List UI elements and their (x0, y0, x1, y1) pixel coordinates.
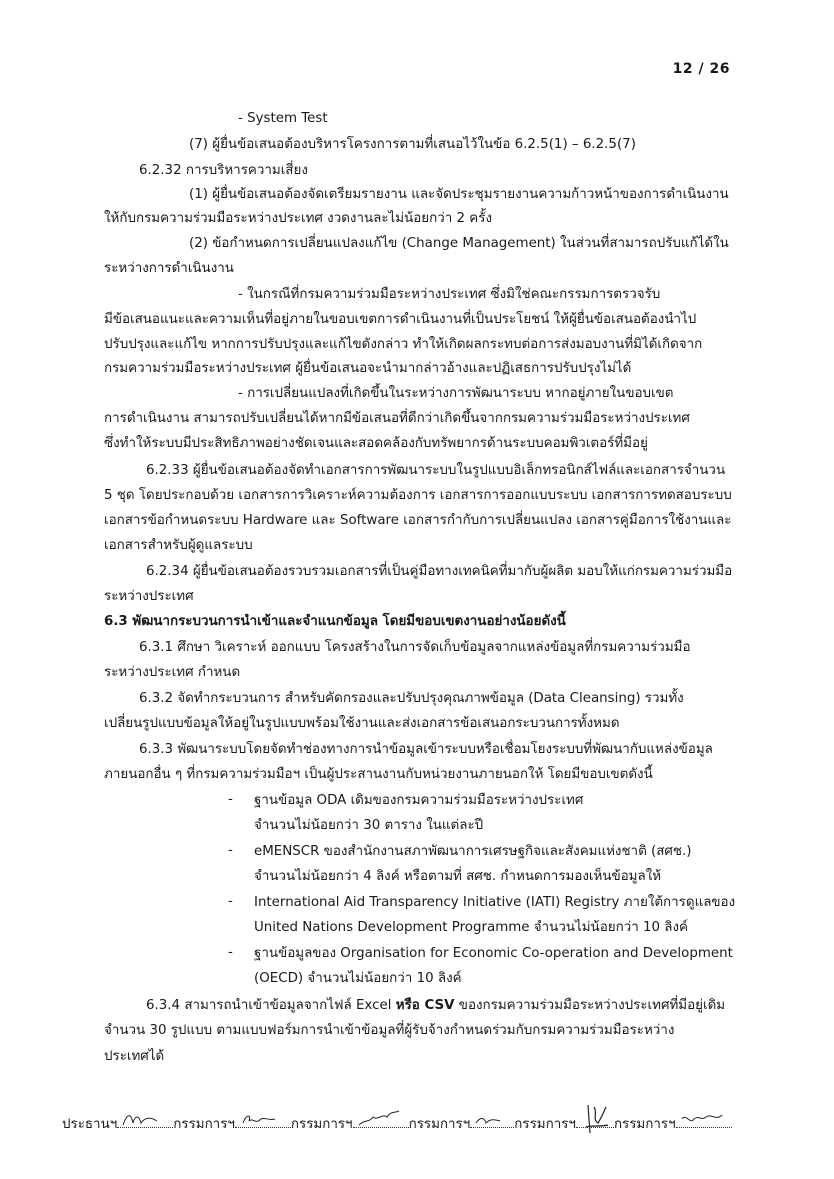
text-line: - การเปลี่ยนแปลงที่เกิดขึ้นในระหว่างการพัฒนาระบบ หากอยู่ภายในขอบเขต (238, 386, 674, 401)
text-line: ให้กับกรมความร่วมมือระหว่างประเทศ งวดงานละไม่น้อยกว่า 2 ครั้ง (104, 211, 492, 226)
text-line: เอกสารสำหรับผู้ดูแลระบบ (104, 538, 253, 553)
bold-segment: หรือ CSV (395, 998, 455, 1013)
bullet-dash: - (228, 843, 233, 858)
text-line (146, 997, 725, 1015)
list-item: ฐานข้อมูลของ Organisation for Economic Co-operation and Development (254, 946, 733, 961)
list-item: International Aid Transparency Initiative (IATI) Registry ภายใต้การดูแลของ (254, 895, 736, 910)
text-segment: ของกรมความร่วมมือระหว่างประเทศที่มีอยู่เดิม (458, 998, 726, 1013)
signature-line (353, 1115, 409, 1128)
handwritten-signature (680, 1109, 724, 1129)
text-line: ซึ่งทำให้ระบบมีประสิทธิภาพอย่างชัดเจนและสอดคล้องกับทรัพยากรด้านระบบคอมพิวเตอร์ที่มีอยู่ (104, 436, 648, 451)
page-number: 12 / 26 (672, 61, 730, 77)
signature-row (62, 1113, 762, 1134)
signature-line (676, 1115, 732, 1128)
handwritten-signature (239, 1111, 279, 1129)
text-line: 6.3.1 ศึกษา วิเคราะห์ ออกแบบ โครงสร้างในการจัดเก็บข้อมูลจากแหล่งข้อมูลที่กรมความร่วมมือ (139, 640, 691, 655)
text-line: เปลี่ยนรูปแบบข้อมูลให้อยู่ในรูปแบบพร้อมใช้งานและส่งเอกสารข้อเสนอกระบวนการทั้งหมด (104, 716, 620, 731)
section-heading: 6.3 พัฒนากระบวนการนำเข้าและจำแนกข้อมูล โดยมีขอบเขตงานอย่างน้อยดังนี้ (104, 614, 566, 629)
list-item: จำนวนไม่น้อยกว่า 30 ตาราง ในแต่ละปี (254, 818, 484, 833)
signature-line (470, 1115, 514, 1128)
text-line: (1) ผู้ยื่นข้อเสนอต้องจัดเตรียมรายงาน และจัดประชุมรายงานความก้าวหน้าของการดำเนินงาน (189, 187, 729, 202)
text-line: กรมความร่วมมือระหว่างประเทศ ผู้ยื่นข้อเสนอจะนำมากล่าวอ้างและปฏิเสธการปรับปรุงไม่ได้ (104, 361, 632, 376)
signature-line (576, 1115, 614, 1128)
signature-label: ประธานฯ (62, 1117, 118, 1132)
list-item: จำนวนไม่น้อยกว่า 4 ลิงค์ หรือตามที่ สศช. กำหนดการมองเห็นข้อมูลให้ (254, 869, 662, 884)
text-line: ระหว่างประเทศ กำหนด (104, 665, 241, 680)
text-line: เอกสารข้อกำหนดระบบ Hardware และ Software เอกสารกำกับการเปลี่ยนแปลง เอกสารคู่มือการใช้งานและ (104, 513, 732, 528)
list-item: ฐานข้อมูล ODA เดิมของกรมความร่วมมือระหว่างประเทศ (254, 793, 584, 808)
text-line: มีข้อเสนอแนะและความเห็นที่อยู่ภายในขอบเขตการดำเนินงานที่เป็นประโยชน์ ให้ผู้ยื่นข้อเสนอต้องนำไป (104, 312, 697, 327)
text-line: ภายนอกอื่น ๆ ที่กรมความร่วมมือฯ เป็นผู้ประสานงานกับหน่วยงานภายนอกให้ โดยมีขอบเขตดังนี้ (104, 767, 653, 782)
text-line: 6.2.34 ผู้ยื่นข้อเสนอต้องรวบรวมเอกสารที่เป็นคู่มือทางเทคนิคที่มากับผู้ผลิต มอบให้แก่กรมความร่วมมือ (146, 564, 733, 579)
signature-label: กรรมการฯ (173, 1117, 235, 1132)
text-line: 6.2.32 การบริหารความเสี่ยง (139, 163, 308, 178)
signature-label: กรรมการฯ (290, 1117, 353, 1132)
text-segment: 6.3.4 สามารถนำเข้าข้อมูลจากไฟล์ Excel (146, 998, 392, 1013)
text-line: - ในกรณีที่กรมความร่วมมือระหว่างประเทศ ซึ่งมิใช่คณะกรรมการตรวจรับ (238, 287, 661, 302)
bullet-dash: - (228, 894, 233, 909)
list-item: eMENSCR ของสำนักงานสภาพัฒนาการเศรษฐกิจและสังคมแห่งชาติ (สศช.) (254, 844, 692, 859)
list-item: United Nations Development Programme จำนวนไม่น้อยกว่า 10 ลิงค์ (254, 920, 688, 935)
handwritten-signature (474, 1111, 504, 1129)
text-line: - System Test (238, 111, 328, 126)
bullet-dash: - (228, 945, 233, 960)
text-line: 6.2.33 ผู้ยื่นข้อเสนอต้องจัดทำเอกสารการพัฒนาระบบในรูปแบบอิเล็กทรอนิกส์ไฟล์และเอกสารจำนวน (146, 463, 726, 478)
text-line: 6.3.3 พัฒนาระบบโดยจัดทำช่องทางการนำข้อมูลเข้าระบบหรือเชื่อมโยงระบบที่พัฒนากับแหล่งข้อมูล (139, 742, 713, 757)
text-line: (2) ข้อกำหนดการเปลี่ยนแปลงแก้ไข (Change Management) ในส่วนที่สามารถปรับแก้ได้ใน (189, 236, 729, 251)
signature-line (117, 1115, 173, 1128)
bullet-dash: - (228, 792, 233, 807)
text-line: (7) ผู้ยื่นข้อเสนอต้องบริหารโครงการตามที่เสนอไว้ในข้อ 6.2.5(1) – 6.2.5(7) (189, 137, 636, 152)
signature-label: กรรมการฯ (613, 1117, 676, 1132)
signature-label: กรรมการฯ (408, 1117, 471, 1132)
handwritten-signature (580, 1103, 610, 1137)
text-line: ระหว่างประเทศ (104, 589, 194, 604)
text-line: จำนวน 30 รูปแบบ ตามแบบฟอร์มการนำเข้าข้อมูลที่ผู้รับจ้างกำหนดร่วมกับกรมความร่วมมือระหว่าง (104, 1023, 675, 1038)
signature-label: กรรมการฯ (514, 1117, 576, 1132)
list-item: (OECD) จำนวนไม่น้อยกว่า 10 ลิงค์ (254, 971, 462, 986)
text-line: ปรับปรุงและแก้ไข หากการปรับปรุงและแก้ไขดังกล่าว ทำให้เกิดผลกระทบต่อการส่งมอบงานที่มิได้เกิดจาก (104, 337, 703, 352)
text-line: ประเทศได้ (104, 1049, 165, 1064)
text-line: การดำเนินงาน สามารถปรับเปลี่ยนได้หากมีข้อเสนอที่ดีกว่าเกิดขึ้นจากกรมความร่วมมือระหว่างประเทศ (104, 411, 690, 426)
signature-line (235, 1115, 291, 1128)
text-line: 5 ชุด โดยประกอบด้วย เอกสารการวิเคราะห์ความต้องการ เอกสารการออกแบบระบบ เอกสารการทดสอบระบบ (104, 488, 732, 503)
handwritten-signature (357, 1109, 401, 1129)
text-line: 6.3.2 จัดทำกระบวนการ สำหรับคัดกรองและปรับปรุงคุณภาพข้อมูล (Data Cleansing) รวมทั้ง (139, 691, 684, 706)
text-line: ระหว่างการดำเนินงาน (104, 261, 234, 276)
handwritten-signature (121, 1111, 161, 1129)
